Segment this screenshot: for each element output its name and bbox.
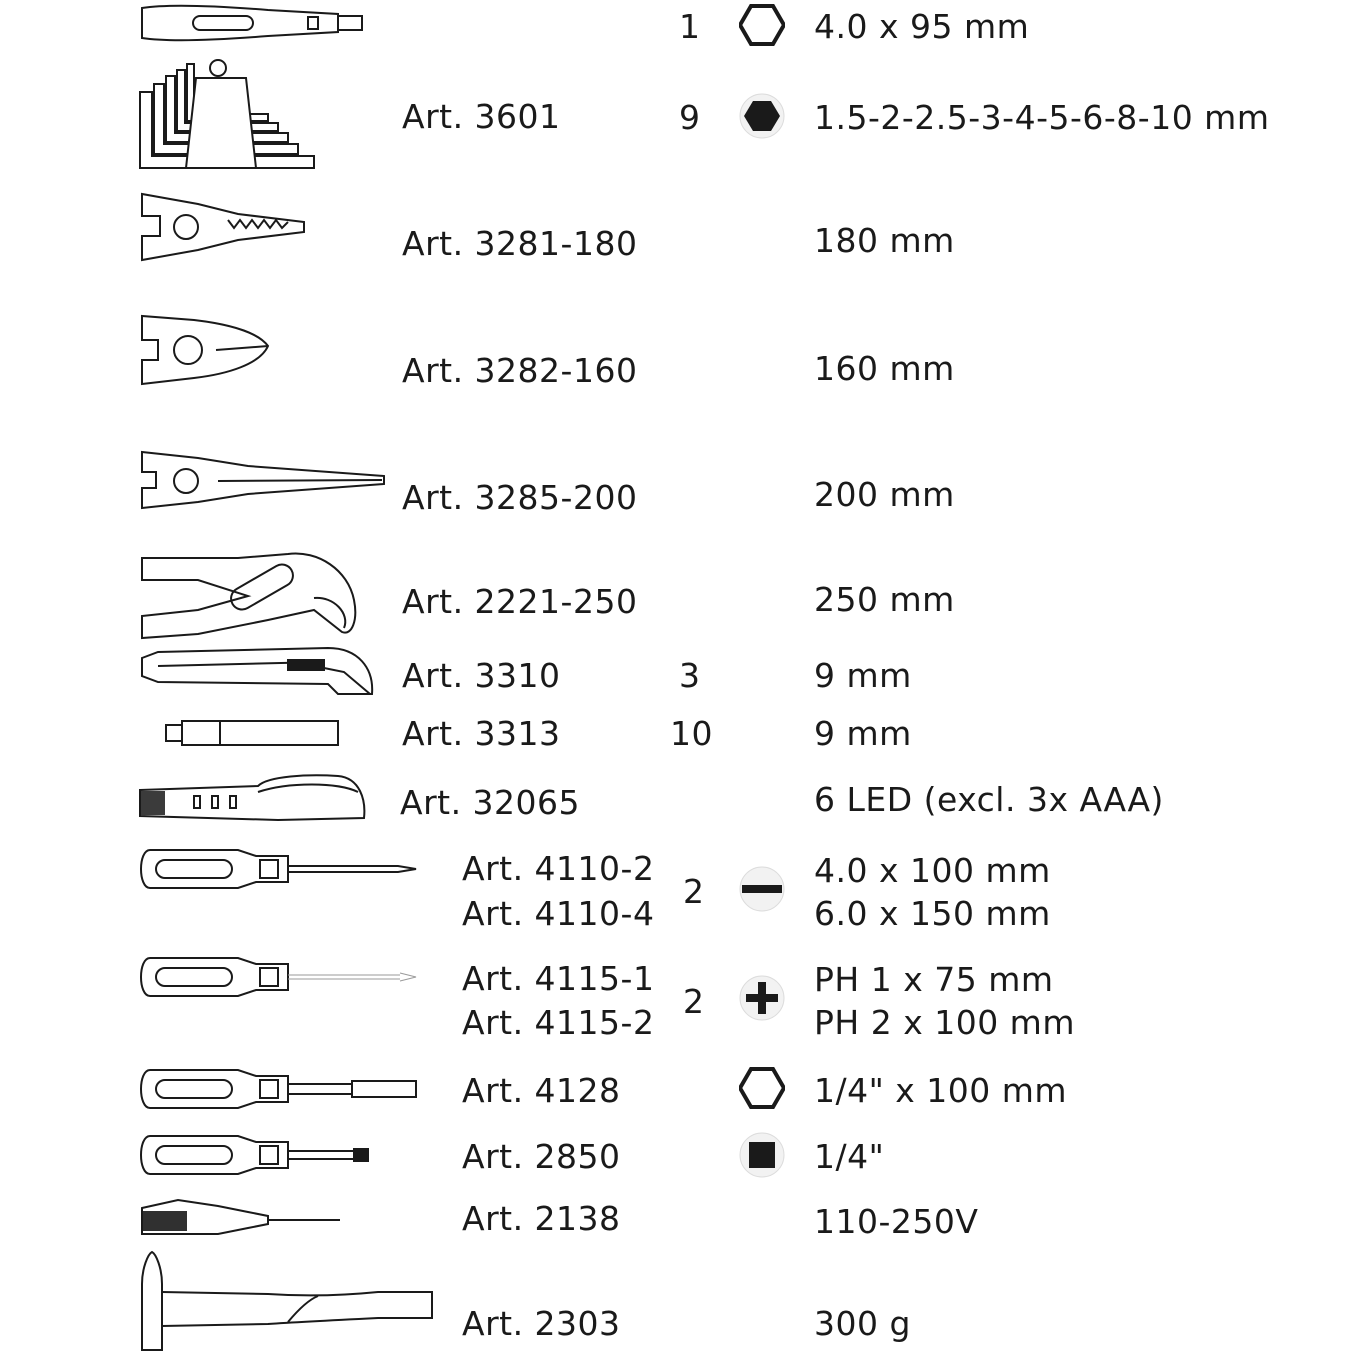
cutter-knife-icon xyxy=(138,644,376,700)
spec: 1/4" x 100 mm xyxy=(814,1071,1068,1110)
combination-pliers-icon xyxy=(138,192,308,262)
spec: 6 LED (excl. 3x AAA) xyxy=(814,780,1164,819)
article-number: Art. 3282-160 xyxy=(402,351,638,390)
article-number: Art. 2303 xyxy=(462,1304,621,1343)
phillips-screwdriver-icon xyxy=(138,954,420,1000)
slotted-icon xyxy=(739,866,785,912)
spec: 160 mm xyxy=(814,349,955,388)
quantity: 10 xyxy=(670,714,713,753)
spec: 180 mm xyxy=(814,221,955,260)
water-pump-pliers-icon xyxy=(138,550,360,642)
long-nose-pliers-icon xyxy=(138,450,388,512)
article-number: Art. 3281-180 xyxy=(402,224,638,263)
spec: 250 mm xyxy=(814,580,955,619)
article-number: Art. 32065 xyxy=(400,783,581,822)
spec-2: PH 2 x 100 mm xyxy=(814,1003,1075,1042)
article-number: Art. 4128 xyxy=(462,1071,621,1110)
article-number: Art. 3310 xyxy=(402,656,561,695)
bit-holder-icon xyxy=(138,1132,372,1178)
hex-outline-icon xyxy=(739,1065,785,1111)
quantity: 2 xyxy=(683,872,705,911)
article-number-2: Art. 4115-2 xyxy=(462,1003,655,1042)
quantity: 2 xyxy=(683,982,705,1021)
spec: 110-250V xyxy=(814,1202,979,1241)
quantity: 1 xyxy=(679,7,701,46)
spec: 1.5-2-2.5-3-4-5-6-8-10 mm xyxy=(814,98,1270,137)
nut-driver-icon xyxy=(138,1066,420,1112)
article-number: Art. 3313 xyxy=(402,714,561,753)
spec: PH 1 x 75 mm xyxy=(814,960,1054,999)
article-number: Art. 4115-1 xyxy=(462,959,655,998)
spec: 300 g xyxy=(814,1304,911,1343)
article-number: Art. 4110-2 xyxy=(462,849,655,888)
spare-blades-icon xyxy=(164,719,340,747)
article-number: Art. 2138 xyxy=(462,1199,621,1238)
hex-key-set-icon xyxy=(138,56,318,172)
spec: 4.0 x 100 mm xyxy=(814,851,1051,890)
slotted-screwdriver-icon xyxy=(138,846,420,892)
article-number: Art. 3285-200 xyxy=(402,478,638,517)
nut-driver-bit-icon xyxy=(138,2,366,44)
square-drive-icon xyxy=(739,1132,785,1178)
spec: 9 mm xyxy=(814,714,912,753)
article-number: Art. 2221-250 xyxy=(402,582,638,621)
side-cutter-icon xyxy=(138,314,272,388)
article-number: Art. 2850 xyxy=(462,1137,621,1176)
spec: 9 mm xyxy=(814,656,912,695)
hex-solid-icon xyxy=(739,93,785,139)
led-torch-icon xyxy=(138,772,368,824)
spec: 200 mm xyxy=(814,475,955,514)
article-number: Art. 3601 xyxy=(402,97,561,136)
hammer-icon xyxy=(138,1250,438,1354)
quantity: 3 xyxy=(679,656,701,695)
spec-2: 6.0 x 150 mm xyxy=(814,894,1051,933)
article-number-2: Art. 4110-4 xyxy=(462,894,655,933)
voltage-tester-icon xyxy=(138,1198,344,1240)
hex-outline-icon xyxy=(739,2,785,48)
quantity: 9 xyxy=(679,98,701,137)
phillips-icon xyxy=(739,975,785,1021)
spec: 4.0 x 95 mm xyxy=(814,7,1030,46)
spec: 1/4" xyxy=(814,1137,885,1176)
